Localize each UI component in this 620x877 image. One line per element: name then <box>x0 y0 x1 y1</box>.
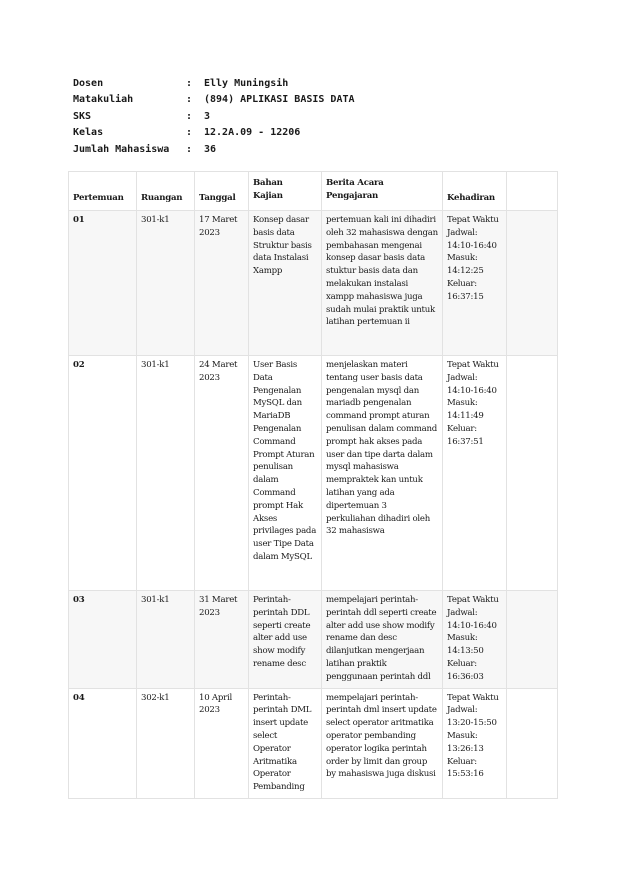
table-row <box>69 591 558 689</box>
attendance-table <box>68 171 558 799</box>
info-row-matakuliah <box>73 92 355 109</box>
info-row-jumlah-mahasiswa <box>73 141 355 158</box>
cell-tanggal: 24 Maret 2023 <box>195 356 249 591</box>
cell-berita-acara: mempelajari perintah-perintah ddl seperti create alter add use show modify rename dan desc dilanjutkan mengerjaan latihan praktik penggunaan perintah ddl <box>322 591 443 689</box>
cell-empty <box>507 591 558 689</box>
cell-berita-acara: pertemuan kali ini dihadiri oleh 32 mahasiswa dengan pembahasan mengenai konsep dasar basis data stuktur basis data dan melakukan instalasi xampp mahasiswa juga sudah mulai praktik untuk latihan pertemuan ii <box>322 211 443 356</box>
cell-ruangan: 301-k1 <box>137 591 195 689</box>
course-info <box>73 75 355 158</box>
cell-bahan-kajian: Perintah-perintah DDL seperti create alter add use show modify rename desc <box>249 591 322 689</box>
col-header-ruangan: Ruangan <box>137 172 195 211</box>
cell-tanggal: 17 Maret 2023 <box>195 211 249 356</box>
cell-kehadiran: Tepat Waktu Jadwal: 14:10-16:40 Masuk: 14:12:25 Keluar: 16:37:15 <box>443 211 507 356</box>
cell-pertemuan: 03 <box>69 591 137 689</box>
cell-berita-acara: menjelaskan materi tentang user basis data pengenalan mysql dan mariadb pengenalan command prompt aturan penulisan dalam command prompt hak akses pada user dan tipe darta dalam mysql mahasiswa mempraktek kan untuk latihan yang ada dipertemuan 3 perkuliahan dihadiri oleh 32 mahasiswa <box>322 356 443 591</box>
info-colon: : <box>186 110 193 122</box>
info-colon: : <box>186 127 193 139</box>
cell-ruangan: 301-k1 <box>137 356 195 591</box>
info-value: (894) APLIKASI BASIS DATA <box>204 94 355 106</box>
cell-pertemuan: 01 <box>69 211 137 356</box>
table-row <box>69 688 558 798</box>
info-row-kelas <box>73 125 355 142</box>
table-row <box>69 356 558 591</box>
col-header-berita-acara: Berita Acara Pengajaran <box>322 172 443 211</box>
info-label: Jumlah Mahasiswa <box>73 143 170 155</box>
cell-kehadiran: Tepat Waktu Jadwal: 13:20-15:50 Masuk: 13:26:13 Keluar: 15:53:16 <box>443 688 507 798</box>
col-header-tanggal: Tanggal <box>195 172 249 211</box>
info-colon: : <box>186 143 193 155</box>
table-row <box>69 211 558 356</box>
info-colon: : <box>186 77 193 89</box>
cell-ruangan: 301-k1 <box>137 211 195 356</box>
cell-kehadiran: Tepat Waktu Jadwal: 14:10-16:40 Masuk: 14:13:50 Keluar: 16:36:03 <box>443 591 507 689</box>
cell-bahan-kajian: Perintah-perintah DML insert update select Operator Aritmatika Operator Pembanding <box>249 688 322 798</box>
col-header-kehadiran: Kehadiran <box>443 172 507 211</box>
info-label: Matakuliah <box>73 94 134 106</box>
info-value: 3 <box>204 110 211 122</box>
table-header-row <box>69 172 558 211</box>
info-row-sks <box>73 108 355 125</box>
info-value: Elly Muningsih <box>204 77 289 89</box>
info-colon: : <box>186 94 193 106</box>
col-header-empty <box>507 172 558 211</box>
cell-empty <box>507 688 558 798</box>
cell-empty <box>507 211 558 356</box>
cell-tanggal: 10 April 2023 <box>195 688 249 798</box>
cell-tanggal: 31 Maret 2023 <box>195 591 249 689</box>
col-header-pertemuan: Pertemuan <box>69 172 137 211</box>
cell-kehadiran: Tepat Waktu Jadwal: 14:10-16:40 Masuk: 14:11:49 Keluar: 16:37:51 <box>443 356 507 591</box>
cell-berita-acara: mempelajari perintah-perintah dml insert update select operator aritmatika operator pembanding operator logika perintah order by limit dan group by mahasiswa juga diskusi <box>322 688 443 798</box>
cell-pertemuan: 02 <box>69 356 137 591</box>
info-row-dosen <box>73 75 355 92</box>
cell-bahan-kajian: User Basis Data Pengenalan MySQL dan MariaDB Pengenalan Command Prompt Aturan penulisan dalam Command prompt Hak Akses privilages pada user Tipe Data dalam MySQL <box>249 356 322 591</box>
cell-empty <box>507 356 558 591</box>
cell-ruangan: 302-k1 <box>137 688 195 798</box>
cell-bahan-kajian: Konsep dasar basis data Struktur basis data Instalasi Xampp <box>249 211 322 356</box>
info-label: SKS <box>73 110 92 122</box>
cell-pertemuan: 04 <box>69 688 137 798</box>
info-value: 36 <box>204 143 217 155</box>
info-label: Dosen <box>73 77 104 89</box>
info-value: 12.2A.09 - 12206 <box>204 127 301 139</box>
col-header-bahan-kajian: Bahan Kajian <box>249 172 322 211</box>
info-label: Kelas <box>73 127 104 139</box>
